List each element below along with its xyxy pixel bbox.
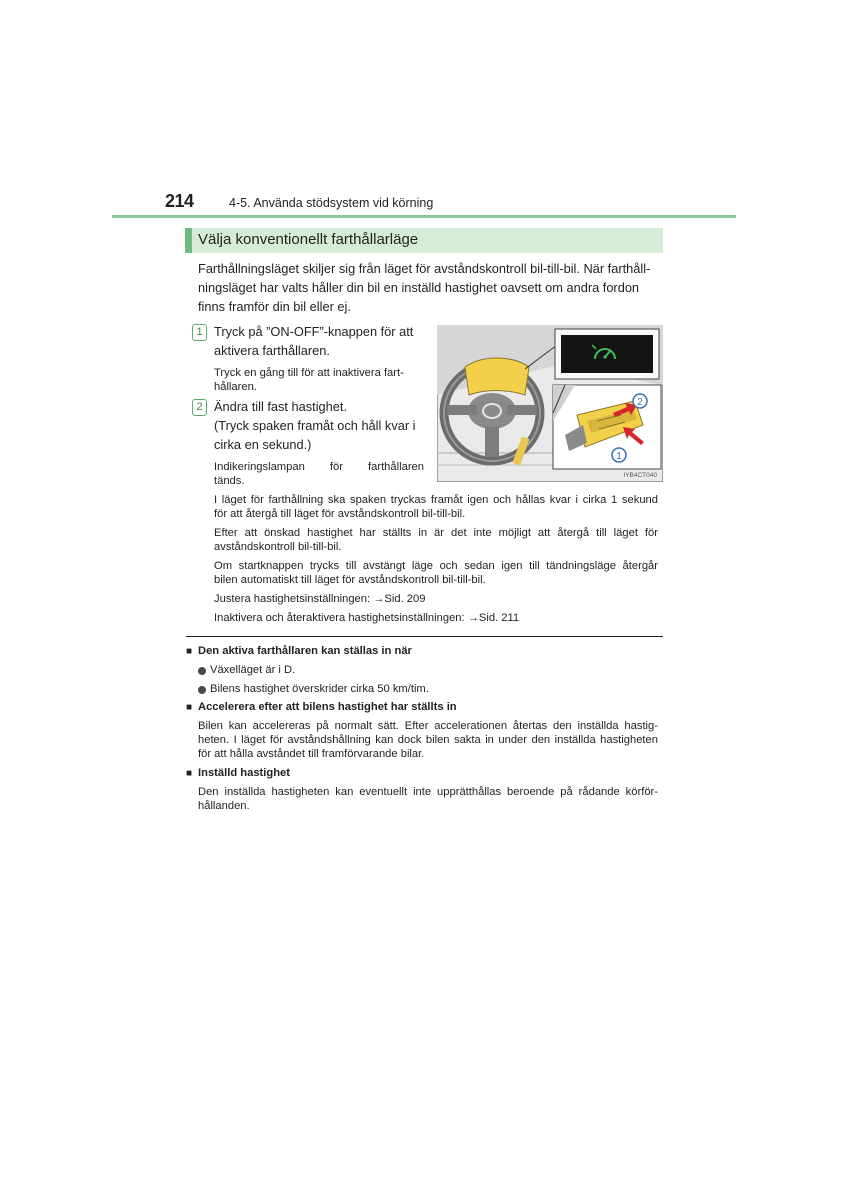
step-1-note: Tryck en gång till för att inaktivera fart- [214, 367, 404, 379]
step-2-line: (Tryck spaken framåt och håll kvar i [214, 418, 416, 433]
intro-line: finns framför din bil eller ej. [198, 299, 351, 314]
step-1-line: Tryck på ”ON-OFF”-knappen för att [214, 324, 414, 339]
info-text: hållanden. [198, 800, 250, 812]
callout-1-label: 1 [616, 451, 622, 462]
chapter-title: 4-5. Använda stödsystem vid körning [229, 196, 434, 210]
note-line: Om startknappen trycks till avstängt läge och sedan igen till tändningsläge återgår [214, 560, 658, 572]
section-title: Välja konventionellt farthållarläge [198, 231, 419, 248]
intro-line: Farthållningsläget skiljer sig från läget för avståndskontroll bil-till-bil. När farthåll- [198, 261, 651, 276]
note-line: avståndskontroll bil-till-bil. [214, 541, 342, 553]
info-bullet: Bilens hastighet överskrider cirka 50 km/tim. [210, 683, 429, 695]
page-reference: Justera hastighetsinställningen: →Sid. 209 [214, 593, 426, 605]
section-divider [186, 636, 663, 637]
step-2-note: Indikeringslampan för farthållaren [214, 461, 424, 473]
page-number: 214 [165, 191, 194, 211]
square-bullet-icon: ■ [186, 646, 193, 657]
step-1-line: aktivera farthållaren. [214, 343, 330, 358]
cruise-control-illustration [437, 325, 663, 482]
section-accent-stripe [185, 228, 192, 253]
info-heading: Accelerera efter att bilens hastighet har ställts in [198, 701, 457, 713]
figure-code: IYB4CT040 [623, 472, 657, 479]
step-number-1: 1 [192, 324, 207, 341]
page-reference: Inaktivera och återaktivera hastighetsinställningen: →Sid. 211 [214, 612, 520, 624]
info-heading: Inställd hastighet [198, 767, 290, 779]
step-2-note: tänds. [214, 475, 245, 487]
step-number-2: 2 [192, 399, 207, 416]
info-heading: Den aktiva farthållaren kan ställas in när [198, 645, 412, 657]
header-divider [112, 215, 736, 218]
callout-2-label: 2 [637, 397, 643, 408]
highlight-instrument-area [465, 358, 529, 395]
square-bullet-icon: ■ [186, 768, 193, 779]
info-text: heten. I läget för avståndshållning kan dock bilen sakta in under den inställda hastigheten [198, 734, 658, 746]
note-line: för att återgå till läget för avståndskontroll bil-till-bil. [214, 508, 466, 520]
bullet-dot-icon [198, 667, 206, 675]
step-2-line: Ändra till fast hastighet. [214, 399, 348, 414]
indicator-display-inset [555, 329, 659, 379]
callout-1 [612, 448, 626, 462]
note-line: bilen automatiskt till läget för avståndskontroll bil-till-bil. [214, 574, 486, 586]
step-1-note: hållaren. [214, 381, 257, 393]
step-2-line: cirka en sekund.) [214, 437, 312, 452]
bullet-dot-icon [198, 686, 206, 694]
info-text: Bilen kan accelereras på normalt sätt. Efter accelerationen återtas den inställda hastig- [198, 720, 658, 732]
info-bullet: Växelläget är i D. [210, 664, 296, 676]
note-line: Efter att önskad hastighet har ställts in är det inte möjligt att återgå till läget för [214, 527, 658, 539]
section-heading-bar [185, 228, 663, 253]
callout-2 [633, 394, 647, 408]
intro-line: ningsläget har valts håller din bil en inställd hastighet oavsett om andra fordon [198, 280, 640, 295]
square-bullet-icon: ■ [186, 702, 193, 713]
info-text: för att hålla avståndet till framförvarande bilar. [198, 748, 425, 760]
info-text: Den inställda hastigheten kan eventuellt inte upprätthållas beroende på rådande körför- [198, 786, 658, 798]
note-line: I läget för farthållning ska spaken tryckas framåt igen och hållas kvar i cirka 1 sekund [214, 494, 658, 506]
